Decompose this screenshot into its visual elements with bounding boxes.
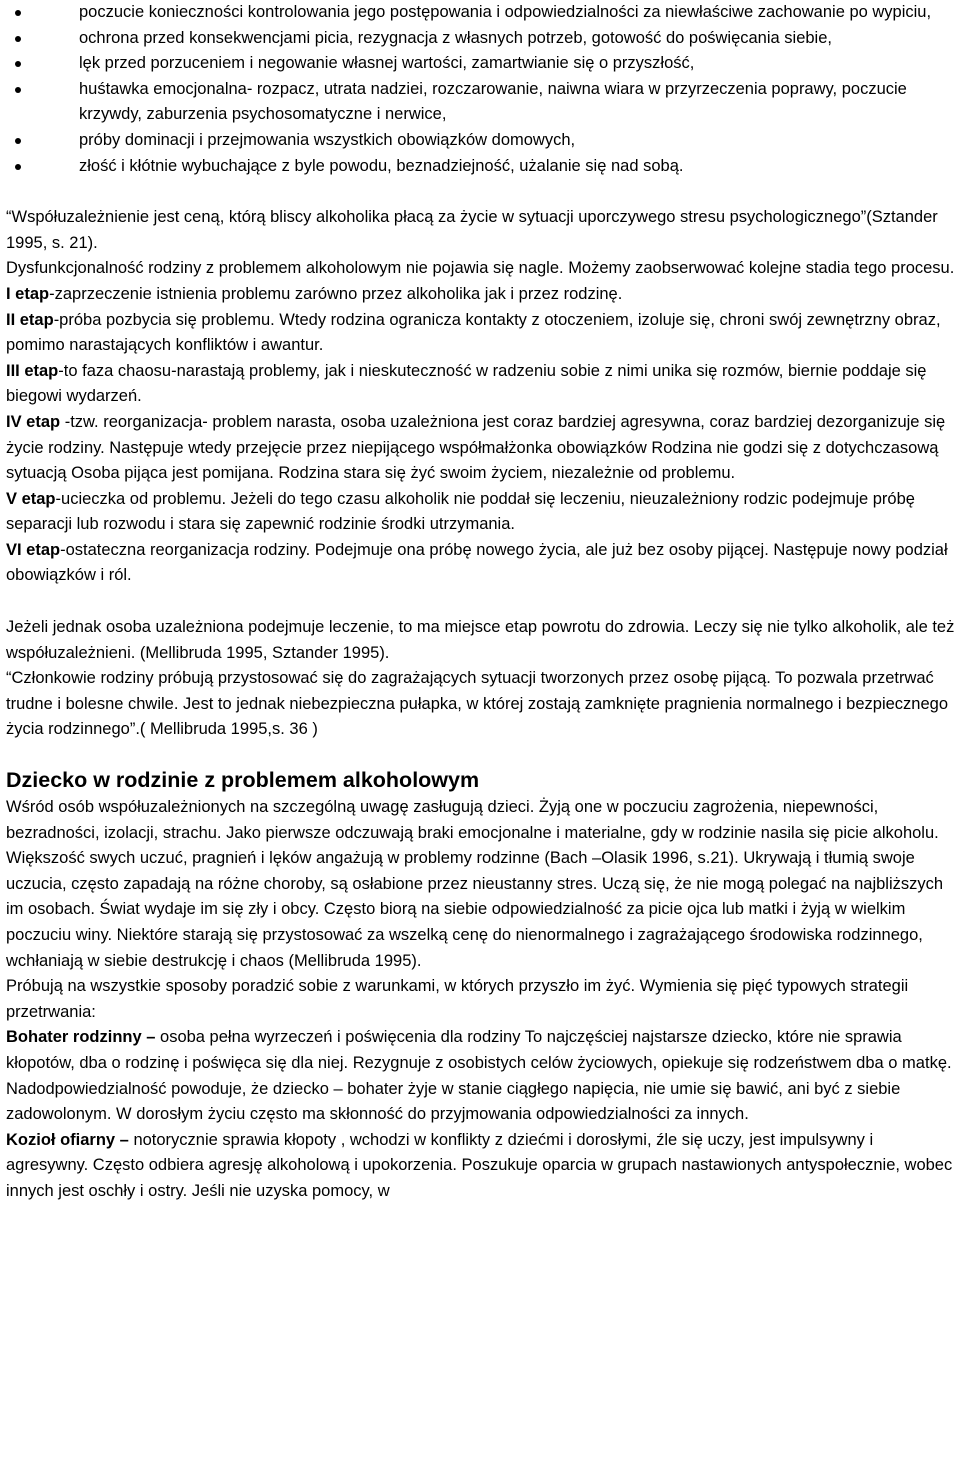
- codependency-paragraph: “Współuzależnienie jest ceną, którą bliscy alkoholika płacą za życie w sytuacji uporczywego stresu psychologicznego”(Sztander 1995, s. 21).: [6, 208, 938, 252]
- list-item: lęk przed porzuceniem i negowanie własnej wartości, zamartwianie się o przyszłość,: [6, 51, 956, 77]
- stage-3: III etap-to faza chaosu-narastają problemy, jak i nieskuteczność w radzeniu sobie z nimi unika się rozmów, biernie poddaje się biegowi wydarzeń.: [6, 361, 927, 406]
- bullet-icon: [15, 10, 21, 16]
- bullet-icon: [15, 87, 21, 93]
- bullet-icon: [15, 164, 21, 170]
- stage-6: VI etap-ostateczna reorganizacja rodziny. Podejmuje ona próbę nowego życia, ale już bez osoby pijącej. Następuje nowy podział obowiązków i ról.: [6, 540, 948, 585]
- section-heading: Dziecko w rodzinie z problemem alkoholowym: [6, 768, 480, 793]
- bullet-icon: [15, 61, 21, 67]
- list-item: poczucie konieczności kontrolowania jego postępowania i odpowiedzialności za niewłaściwe zachowanie po wypiciu,: [6, 0, 956, 26]
- list-item: ochrona przed konsekwencjami picia, rezygnacja z własnych potrzeb, gotowość do poświęcania siebie,: [6, 26, 956, 52]
- role-label: Kozioł ofiarny –: [6, 1130, 129, 1149]
- strategies-paragraph: Próbują na wszystkie sposoby poradzić sobie z warunkami, w których przyszło im żyć. Wymienia się pięć typowych strategii przetrwania:: [6, 977, 909, 1021]
- list-item: próby dominacji i przejmowania wszystkich obowiązków domowych,: [6, 128, 956, 154]
- stage-label: IV etap: [6, 412, 61, 431]
- role-label: Bohater rodzinny –: [6, 1028, 156, 1047]
- stage-1: I etap-zaprzeczenie istnienia problemu zarówno przez alkoholika jak i przez rodzinę.: [6, 284, 623, 303]
- stage-2: II etap-próba pozbycia się problemu. Wtedy rodzina ogranicza kontakty z otoczeniem, izoluje się, chroni swój zewnętrzny obraz, pomimo narastających konfliktów i awantur.: [6, 310, 941, 355]
- stage-5: V etap-ucieczka od problemu. Jeżeli do tego czasu alkoholik nie poddał się leczeniu, nieuzależniony rodzic podejmuje próbę separacji lub rozwodu i stara się zapewnić rodzinie środki utrzymania.: [6, 489, 915, 534]
- stage-4: IV etap -tzw. reorganizacja- problem narasta, osoba uzależniona jest coraz bardziej agresywna, coraz bardziej dezorganizuje się życie rodziny. Następuje wtedy przejęcie przez niepijącego współmałżonka obowiązków Rodzina nie godzi się z dotychczasową sytuacją Osoba pijąca jest pomijana. Rodzina stara się żyć swoim życiem, niezależnie od problemu.: [6, 412, 946, 483]
- children-paragraph: Wśród osób współuzależnionych na szczególną uwagę zasługują dzieci. Żyją one w poczuciu zagrożenia, niepewności, bezradności, izolacji, strachu. Jako pierwsze odczuwają braki emocjonalne i materialne, gdy w rodzinie nasila się picie alkoholu. Większość swych uczuć, pragnień i lęków angażują w problemy rodzinne (Bach –Olasik 1996, s.21). Ukrywają i tłumią swoje uczucia, często zapadają na różne choroby, są osłabione przez nieustanny stres. Uczą się, że nie mogą polegać na najbliższych im osobach. Świat wydaje im się zły i obcy. Często biorą na siebie odpowiedzialność za picie ojca lub matki i żyją w wielkim poczuciu winy. Niektóre starają się przystosować za wszelką cenę do nienormalnego i zagrażającego środowiska rodzinnego, wchłaniają w siebie destrukcję i chaos (Mellibruda 1995).: [6, 798, 944, 970]
- stage-label: III etap: [6, 361, 59, 380]
- symptom-list: [6, 0, 956, 179]
- stages-intro-paragraph: Dysfunkcjonalność rodziny z problemem alkoholowym nie pojawia się nagle. Możemy zaobserwować kolejne stadia tego procesu.: [6, 259, 955, 278]
- role-hero: Bohater rodzinny – osoba pełna wyrzeczeń i poświęcenia dla rodziny To najczęściej najstarsze dziecko, które nie sprawia kłopotów, dba o rodzinę i poświęca się dla niej. Rezygnuje z osobistych celów życiowych, opiekuje się rodzeństwem dba o matkę. Nadodpowiedzialność powoduje, że dziecko – bohater żyje w stanie ciągłego napięcia, nie umie się bawić, ani być z siebie zadowolonym. W dorosłym życiu często ma skłonność do przyjmowania odpowiedzialności za innych.: [6, 1028, 952, 1124]
- stage-label: VI etap: [6, 540, 61, 559]
- document-page: [6, 0, 956, 1205]
- stage-label: I etap: [6, 284, 50, 303]
- list-item: huśtawka emocjonalna- rozpacz, utrata nadziei, rozczarowanie, naiwna wiara w przyrzeczenia poprawy, poczucie krzywdy, zaburzenia psychosomatyczne i nerwice,: [6, 77, 956, 128]
- stage-label: V etap: [6, 489, 56, 508]
- stage-label: II etap: [6, 310, 54, 329]
- quote-paragraph: “Członkowie rodziny próbują przystosować się do zagrażających sytuacji tworzonych przez osobę pijącą. To pozwala przetrwać trudne i bolesne chwile. Jest to jednak niebezpieczna pułapka, w której zostają zamknięte pragnienia normalnego i bezpiecznego życia rodzinnego”.( Mellibruda 1995,s. 36 ): [6, 669, 948, 739]
- role-scapegoat: Kozioł ofiarny – notorycznie sprawia kłopoty , wchodzi w konflikty z dziećmi i dorosłymi, źle się uczy, jest impulsywny i agresywny. Często odbiera agresję alkoholową i upokorzenia. Poszukuje oparcia w grupach nastawionych antyspołecznie, wobec innych jest oschły i ostry. Jeśli nie uzyska pomocy, w: [6, 1130, 953, 1200]
- treatment-paragraph: Jeżeli jednak osoba uzależniona podejmuje leczenie, to ma miejsce etap powrotu do zdrowia. Leczy się nie tylko alkoholik, ale też współuzależnieni. (Mellibruda 1995, Sztander 1995).: [6, 618, 955, 662]
- list-item: złość i kłótnie wybuchające z byle powodu, beznadziejność, użalanie się nad sobą.: [6, 154, 956, 180]
- bullet-icon: [15, 36, 21, 42]
- bullet-icon: [15, 138, 21, 144]
